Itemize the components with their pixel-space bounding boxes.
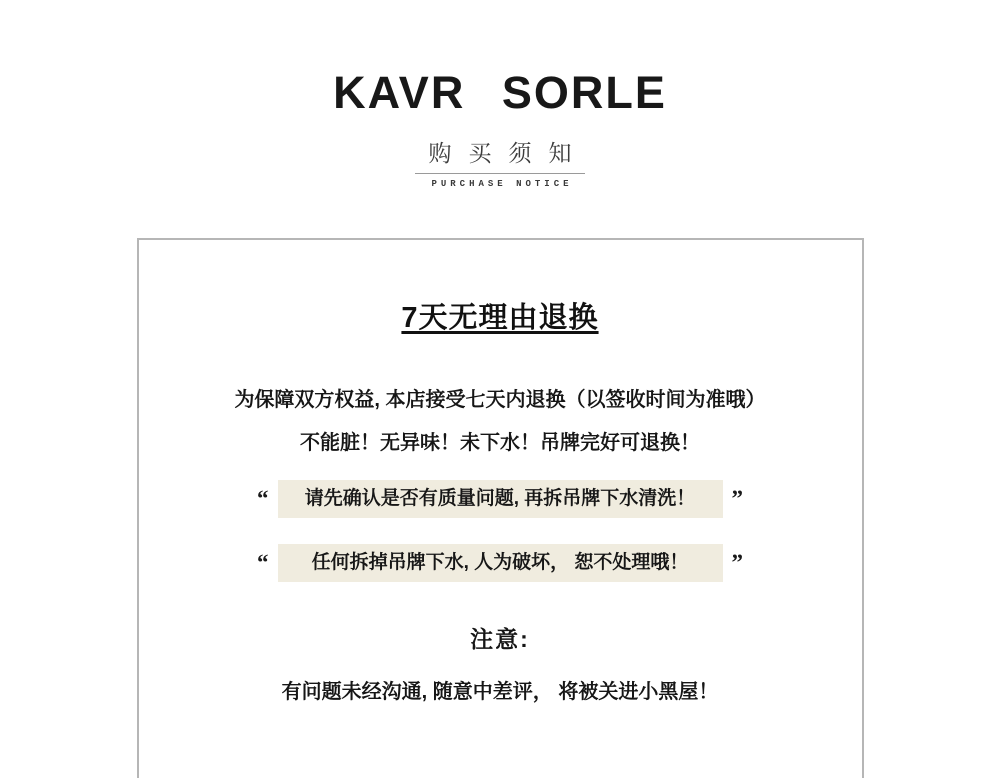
quote-row (139, 480, 862, 518)
notice-line: 不能脏！无异味！未下水！吊牌完好可退换！ (300, 431, 700, 454)
close-quote-mark: ” (731, 486, 743, 512)
notice-box (137, 238, 864, 778)
open-quote-mark: “ (257, 550, 269, 576)
close-quote-mark: ” (731, 550, 743, 576)
quote-row (139, 544, 862, 582)
highlighted-quote-text: 任何拆掉吊牌下水, 人为破坏， 恕不处理哦！ (278, 544, 723, 582)
subtitle-english: PURCHASE NOTICE (431, 178, 573, 189)
notice-line: 为保障双方权益, 本店接受七天内退换（以签收时间为准哦） (234, 388, 766, 411)
brand-title: KAVR SORLE (333, 67, 667, 118)
note-text: 有问题未经沟通, 随意中差评， 将被关进小黑屋！ (281, 680, 719, 703)
note-label: 注意: (470, 625, 530, 652)
subtitle-divider (415, 173, 585, 174)
notice-title: 7天无理由退换 (401, 302, 599, 335)
subtitle-chinese: 购买须知 (428, 141, 589, 166)
highlighted-quote-text: 请先确认是否有质量问题, 再拆吊牌下水清洗！ (278, 480, 723, 518)
open-quote-mark: “ (257, 486, 269, 512)
subtitle-block (0, 140, 1000, 189)
